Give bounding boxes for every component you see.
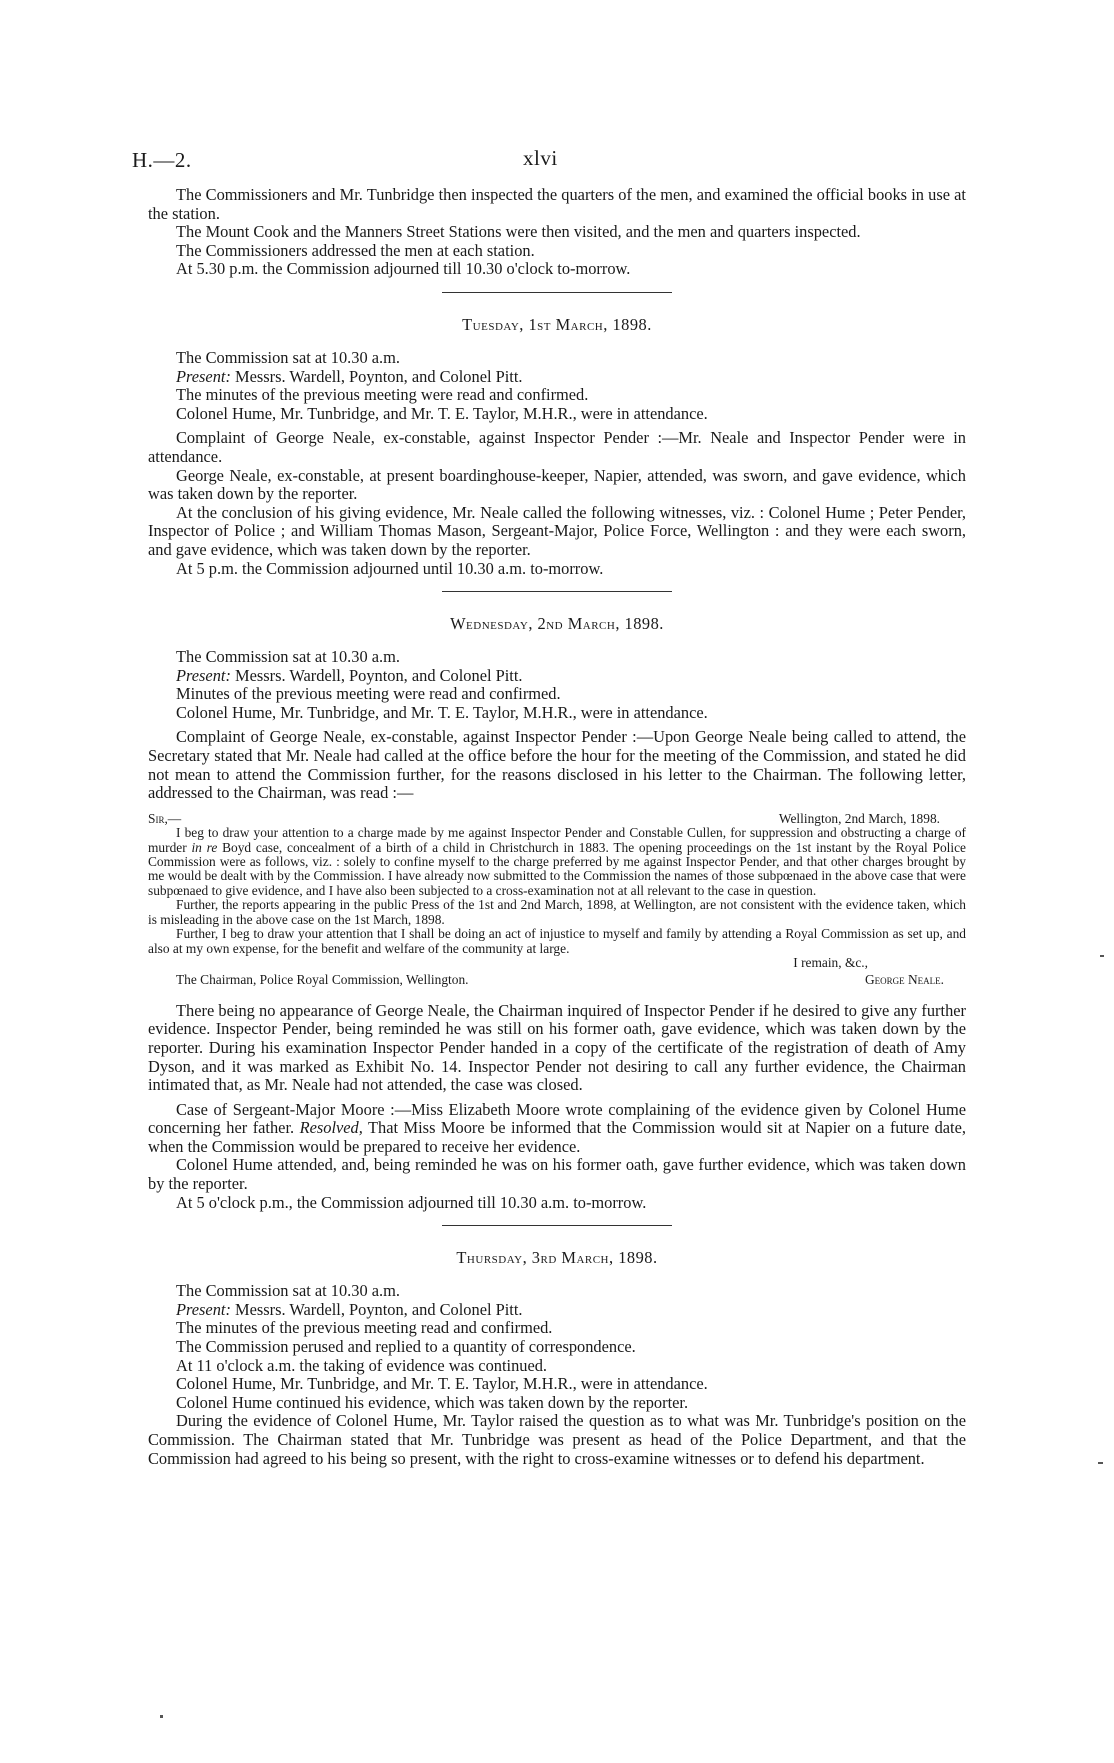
paragraph: Colonel Hume, Mr. Tunbridge, and Mr. T. E. Taylor, M.H.R., were in attendance. [176, 702, 708, 722]
present-line: Present: Messrs. Wardell, Poynton, and Colonel Pitt. [176, 665, 523, 685]
paragraph: The Commission perused and replied to a quantity of correspondence. [176, 1337, 636, 1357]
paragraph: During the evidence of Colonel Hume, Mr. Taylor raised the question as to what was Mr. Tunbridge's position on the Commission. The Chairman stated that Mr. Tunbridge was present as head of the Police Department, and that the Commission had agreed to his being so present, with the right to cross-examine witnesses or to defend his department. [148, 1411, 966, 1468]
quoted-letter [148, 812, 966, 988]
paragraph: Case of Sergeant-Major Moore :—Miss Elizabeth Moore wrote complaining of the evidence given by Colonel Hume concerning her father. Resolved, That Miss Moore be informed that the Commission would sit at Napier on a future date, when the Commission would be prepared to receive her evidence. [148, 1099, 966, 1156]
letter-closing: I remain, &c., [793, 954, 868, 970]
paragraph: Complaint of George Neale, ex-constable, against Inspector Pender :—Upon George Neale being called to attend, the Secretary stated that Mr. Neale had called at the office before the hour for the meeting of the Commission, and stated he did not mean to attend the Commission further, for the reasons disclosed in his letter to the Chairman. The following letter, addressed to the Chairman, was read :— [148, 727, 966, 803]
paragraph: Colonel Hume attended, and, being reminded he was on his former oath, gave further evidence, which was taken down by the reporter. [148, 1155, 966, 1194]
section-heading-thursday: Thursday, 3rd March, 1898. [456, 1248, 658, 1268]
letter-paragraph: Further, I beg to draw your attention that I shall be doing an act of injustice to myself and family by attending a Royal Commission as set up, and also at my own expense, for the benefit and welfare of the community at large. [148, 926, 966, 956]
paragraph: The Commissioners addressed the men at each station. [176, 240, 535, 260]
paragraph: The Commission sat at 10.30 a.m. [176, 347, 400, 367]
paragraph: At 5 p.m. the Commission adjourned until 10.30 a.m. to-morrow. [176, 558, 604, 578]
page-number: xlvi [523, 146, 558, 170]
paragraph: The Commission sat at 10.30 a.m. [176, 1281, 400, 1301]
paragraph: The minutes of the previous meeting read and confirmed. [176, 1318, 553, 1338]
letter-paragraph: Further, the reports appearing in the public Press of the 1st and 2nd March, 1898, at Wellington, are not consistent with the evidence taken, which is misleading in the above case on the 1st March, 1898. [148, 897, 966, 927]
section-divider [442, 292, 672, 293]
paragraph: Colonel Hume continued his evidence, which was taken down by the reporter. [176, 1392, 689, 1412]
paragraph: At 5 o'clock p.m., the Commission adjourned till 10.30 a.m. to-morrow. [176, 1192, 647, 1212]
scan-speck [1100, 955, 1104, 957]
document-code: H.—2. [132, 148, 192, 172]
letter-salutation: Sir,— [148, 810, 182, 826]
paragraph: The Mount Cook and the Manners Street Stations were then visited, and the men and quarters inspected. [176, 222, 861, 242]
section-heading-tuesday: Tuesday, 1st March, 1898. [462, 314, 652, 334]
scan-speck [1098, 1462, 1103, 1464]
paragraph: The Commission sat at 10.30 a.m. [176, 647, 400, 667]
letter-date: Wellington, 2nd March, 1898. [778, 810, 940, 826]
present-line: Present: Messrs. Wardell, Poynton, and Colonel Pitt. [176, 1299, 523, 1319]
letter-paragraph: I beg to draw your attention to a charge made by me against Inspector Pender and Constable Cullen, for suppression and obstructing a charge of murder in re Boyd case, concealment of a birth of a child in Christchurch in 1883. The opening proceedings on the 1st instant by the Royal Police Commission were as follows, viz. : solely to confine myself to the charge preferred by me against Inspector Pender, and that other charges brought by me would be dealt with by the Commission. I have already now submitted to the Commission the names of those subpœnaed in the above case that were subpœnaed to give evidence, and I have also been subjected to a cross-examination not at all relevant to the case in question. [148, 825, 966, 898]
paragraph: Colonel Hume, Mr. Tunbridge, and Mr. T. E. Taylor, M.H.R., were in attendance. [176, 403, 708, 423]
present-line: Present: Messrs. Wardell, Poynton, and Colonel Pitt. [176, 366, 523, 386]
paragraph: There being no appearance of George Neale, the Chairman inquired of Inspector Pender if he desired to give any further evidence. Inspector Pender, being reminded he was still on his former oath, gave evidence, which was taken down by the reporter. During his examination Inspector Pender handed in a copy of the certificate of the registration of death of Amy Dyson, and it was marked as Exhibit No. 14. Inspector Pender not desiring to call any further evidence, the Chairman intimated that, as Mr. Neale had not attended, the case was closed. [148, 1000, 966, 1095]
section-divider [442, 591, 672, 592]
paragraph: At 11 o'clock a.m. the taking of evidence was continued. [176, 1355, 548, 1375]
section-heading-wednesday: Wednesday, 2nd March, 1898. [450, 614, 664, 634]
paragraph: The Commissioners and Mr. Tunbridge then inspected the quarters of the men, and examined the official books in use at the station. [148, 185, 966, 223]
paragraph: Complaint of George Neale, ex-constable, against Inspector Pender :—Mr. Neale and Inspector Pender were in attendance. [148, 428, 966, 466]
letter-addressee: The Chairman, Police Royal Commission, Wellington. [176, 972, 469, 988]
paragraph: At the conclusion of his giving evidence, Mr. Neale called the following witnesses, viz. : Colonel Hume ; Peter Pender, Inspector of Police ; and William Thomas Mason, Sergeant-Major, Police Force, Wellington : and they were each sworn, and gave evidence, which was taken down by the reporter. [148, 502, 966, 559]
paragraph: The minutes of the previous meeting were read and confirmed. [176, 385, 589, 405]
section-divider [442, 1225, 672, 1226]
scan-speck [160, 1715, 163, 1718]
paragraph: Colonel Hume, Mr. Tunbridge, and Mr. T. E. Taylor, M.H.R., were in attendance. [176, 1374, 708, 1394]
paragraph: At 5.30 p.m. the Commission adjourned till 10.30 o'clock to-morrow. [176, 259, 631, 279]
letter-signature: George Neale. [864, 972, 944, 988]
paragraph: George Neale, ex-constable, at present boardinghouse-keeper, Napier, attended, was sworn, and gave evidence, which was taken down by the reporter. [148, 465, 966, 504]
page-content [148, 186, 966, 1468]
paragraph: Minutes of the previous meeting were read and confirmed. [176, 684, 561, 704]
